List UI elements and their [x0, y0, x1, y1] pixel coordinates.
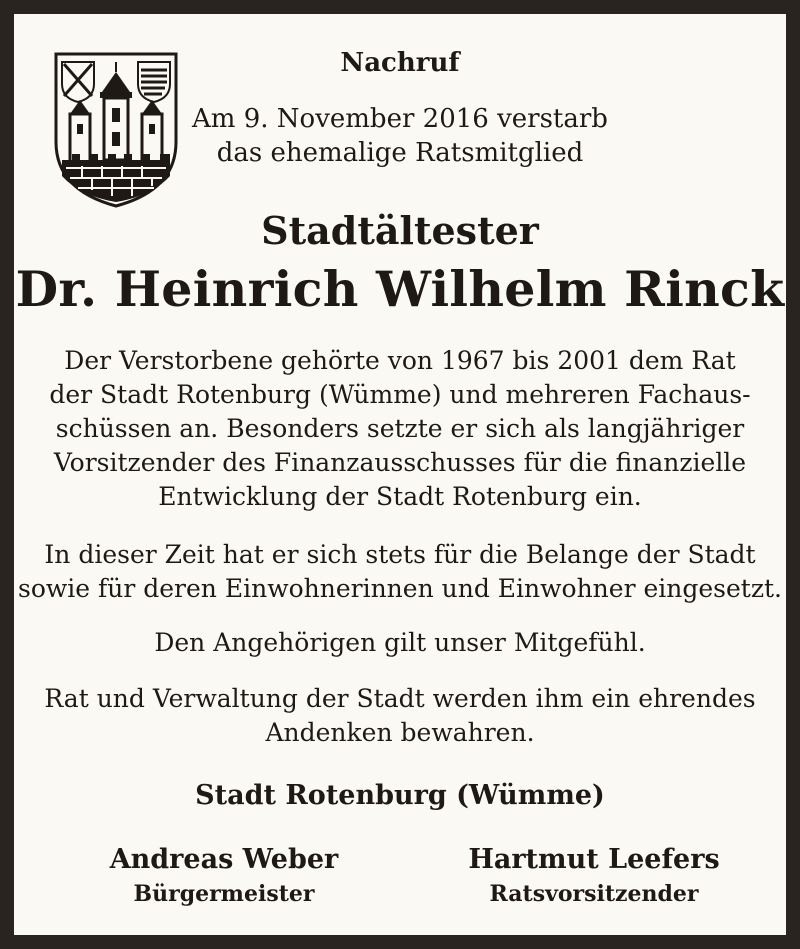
- text-line: Der Verstorbene gehörte von 1967 bis 2001 dem Rat: [64, 346, 736, 375]
- paragraph-career: [14, 344, 786, 514]
- paragraph-commitment: [14, 538, 786, 606]
- paragraph-remembrance: [14, 682, 786, 750]
- title-prefix: Stadtältester: [261, 208, 539, 253]
- signatory-role: Ratsvorsitzender: [489, 881, 699, 907]
- intro-line: Am 9. November 2016 verstarb: [192, 104, 608, 134]
- text-line: Andenken bewahren.: [265, 718, 535, 747]
- paragraph-condolence: [14, 626, 786, 660]
- signatory-role: Bürgermeister: [133, 881, 315, 907]
- text-line: Den Angehörigen gilt unser Mitgefühl.: [154, 628, 646, 657]
- text-line: In dieser Zeit hat er sich stets für die Belange der Stadt: [44, 540, 756, 569]
- organization-name: Stadt Rotenburg (Wümme): [195, 780, 605, 811]
- text-line: der Stadt Rotenburg (Wümme) und mehreren Fachaus-: [49, 380, 751, 409]
- intro-text: [14, 102, 786, 170]
- signatory-name: Hartmut Leefers: [468, 844, 720, 875]
- deceased-name: Dr. Heinrich Wilhelm Rinck: [15, 260, 785, 318]
- heading: Nachruf: [340, 48, 460, 78]
- signatory-name: Andreas Weber: [109, 844, 339, 875]
- text-line: sowie für deren Einwohnerinnen und Einwohner eingesetzt.: [17, 574, 782, 603]
- intro-line: das ehemalige Ratsmitglied: [216, 138, 584, 168]
- text-line: Entwicklung der Stadt Rotenburg ein.: [158, 482, 642, 511]
- text-line: Vorsitzender des Finanzausschusses für die finanzielle: [53, 448, 747, 477]
- text-line: schüssen an. Besonders setzte er sich als langjähriger: [55, 414, 745, 443]
- signatory-council-chair: [434, 844, 754, 907]
- text-line: Rat und Verwaltung der Stadt werden ihm ein ehrendes: [44, 684, 756, 713]
- signatory-mayor: [64, 844, 384, 907]
